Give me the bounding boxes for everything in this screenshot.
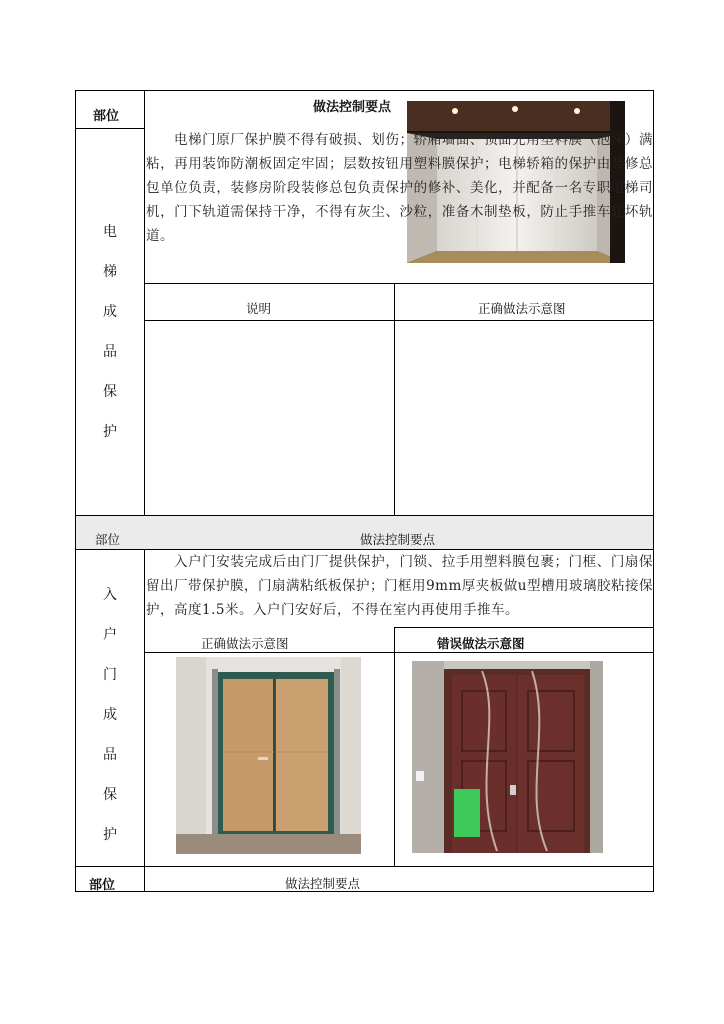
section2-title-header: 做法控制要点 <box>360 532 436 547</box>
section1-side-char: 梯 <box>103 264 117 280</box>
section2-side-char: 门 <box>103 667 117 683</box>
wrong-door-protection-photo <box>412 661 603 853</box>
section2-col-right-header: 错误做法示意图 <box>437 636 525 651</box>
section1-instructions: 电梯门原厂保护膜不得有破损、划伤；轿厢墙面、顶面先用塑料膜（泡沫）满粘，再用装饰防潮板固定牢固；层数按钮用塑料膜保护；电梯轿箱的保护由装修总包单位负责，装修房阶段装修总包负责保护的修补、美化，并配备一名专职电梯司机，门下轨道需保持干净，不得有灰尘、沙粒，准备木制垫板，防止手推车轧坏轨道。 <box>146 132 653 244</box>
section2-col-left-header: 正确做法示意图 <box>201 636 289 651</box>
section3-title-header: 做法控制要点 <box>285 876 361 891</box>
section1-side-char: 成 <box>103 304 117 320</box>
section1-side-label <box>76 212 144 452</box>
section2-label-header: 部位 <box>95 532 121 547</box>
section2-side-label <box>76 575 144 855</box>
section2-side-char: 入 <box>103 587 117 603</box>
section1-col-right-header: 正确做法示意图 <box>478 301 566 316</box>
section2-side-char: 成 <box>103 707 117 723</box>
section1-title-header: 做法控制要点 <box>313 100 392 115</box>
section1-side-char: 保 <box>103 384 117 400</box>
correct-door-protection-photo <box>176 657 361 854</box>
section3-label-header: 部位 <box>89 878 116 893</box>
section1-side-char: 护 <box>103 424 117 440</box>
section1-label-header: 部位 <box>93 109 120 124</box>
section1-side-char: 品 <box>103 344 117 360</box>
section2-instructions: 入户门安装完成后由门厂提供保护，门锁、拉手用塑料膜包裹；门框、门扇保留出厂带保护膜，门扇满粘纸板保护；门框用9mm厚夹板做u型槽用玻璃胶粘接保护，高度1.5米。入户门安好后，不得在室内再使用手推车。 <box>146 554 653 618</box>
section2-side-char: 护 <box>103 827 117 843</box>
section1-col-left-header: 说明 <box>246 301 272 316</box>
section2-side-char: 户 <box>103 627 117 643</box>
section2-side-char: 品 <box>103 747 117 763</box>
section2-side-char: 保 <box>103 787 117 803</box>
section1-side-char: 电 <box>103 224 117 240</box>
